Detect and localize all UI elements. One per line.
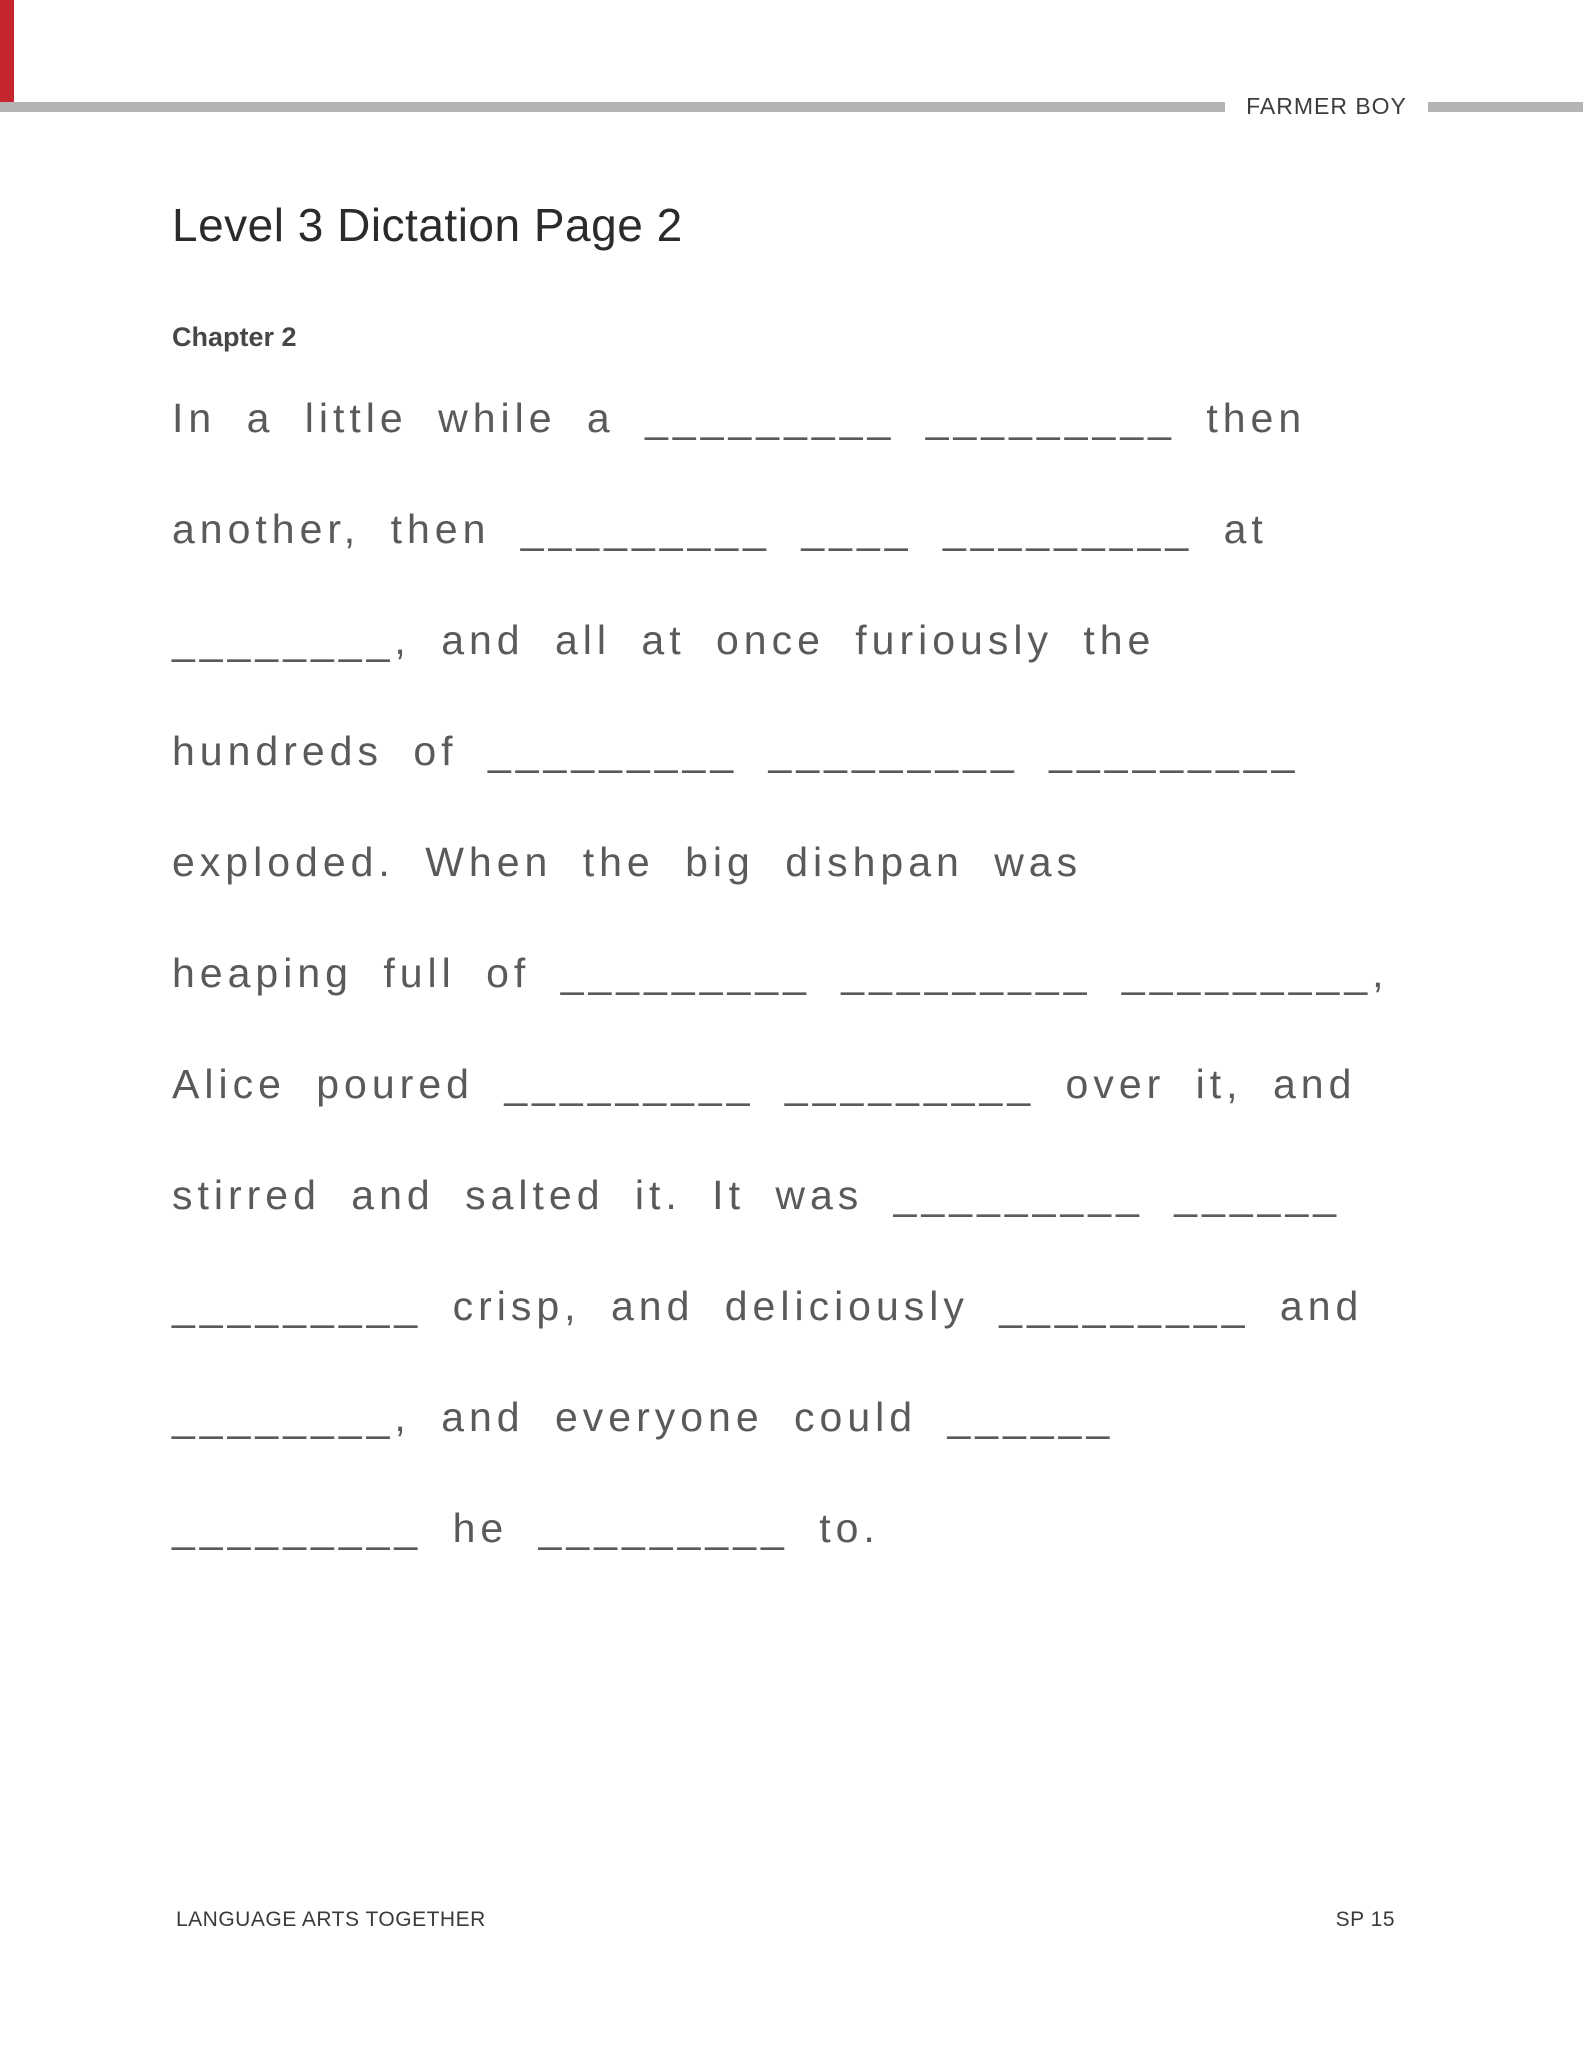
footer-page-code: SP 15 [1335, 1908, 1395, 1931]
dictation-text [172, 363, 1523, 1584]
dictation-line: exploded. When the big dishpan was [172, 839, 1083, 885]
dictation-line: stirred and salted it. It was _________ ______ [172, 1172, 1342, 1218]
dictation-line: ________, and all at once furiously the [172, 617, 1156, 663]
book-title: FARMER BOY [1246, 93, 1407, 119]
page-title: Level 3 Dictation Page 2 [172, 199, 683, 251]
dictation-line: Alice poured _________ _________ over it, and [172, 1061, 1357, 1107]
section-heading: Chapter 2 [172, 322, 297, 352]
dictation-line: ________, and everyone could ______ [172, 1394, 1115, 1440]
dictation-line: _________ he _________ to. [172, 1505, 880, 1551]
red-accent-bar [0, 0, 14, 111]
dictation-line: hundreds of _________ _________ _________ [172, 728, 1300, 774]
dictation-line: heaping full of _________ _________ _________, [172, 950, 1389, 996]
dictation-line: _________ crisp, and deliciously _________ and [172, 1283, 1364, 1329]
footer-publisher: LANGUAGE ARTS TOGETHER [176, 1908, 486, 1931]
header-rule-left [0, 102, 1225, 112]
header-rule-right [1428, 102, 1583, 112]
dictation-line: In a little while a _________ _________ then [172, 395, 1307, 441]
dictation-line: another, then _________ ____ _________ at [172, 506, 1268, 552]
